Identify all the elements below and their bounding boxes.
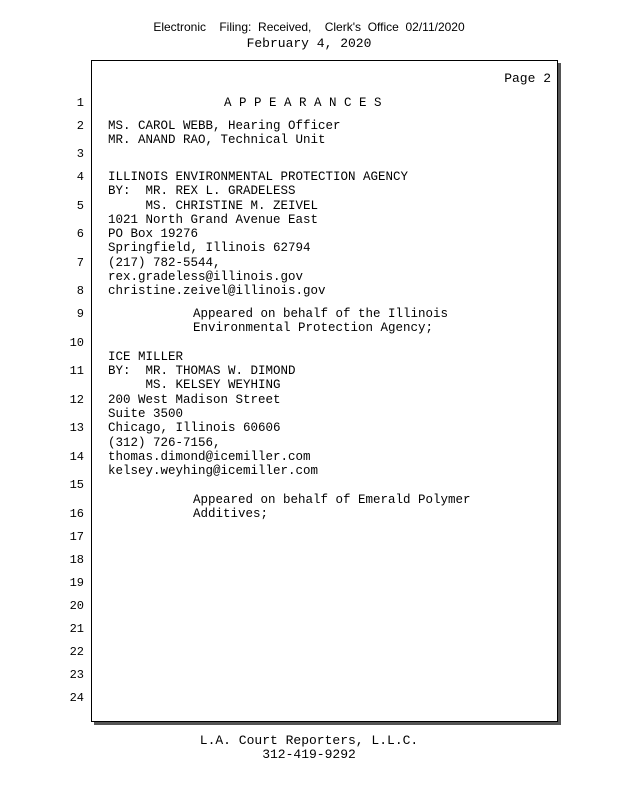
transcript-date: February 4, 2020: [246, 36, 372, 51]
line-number: 4: [76, 170, 84, 184]
icemiller-email: thomas.dimond@icemiller.com: [108, 450, 311, 464]
iepa-appearance: Environmental Protection Agency;: [193, 321, 434, 335]
icemiller-appearance: Appeared on behalf of Emerald Polymer: [193, 493, 471, 507]
line-number: 10: [69, 336, 84, 350]
iepa-appearance: Appeared on behalf of the Illinois: [193, 307, 449, 321]
appearances-title: A P P E A R A N C E S: [224, 96, 382, 110]
iepa-line: (217) 782-5544,: [108, 256, 221, 270]
icemiller-line: ICE MILLER: [108, 350, 184, 364]
line-number: 8: [76, 284, 84, 298]
icemiller-line: BY: MR. THOMAS W. DIMOND: [108, 364, 296, 378]
iepa-line: MS. CHRISTINE M. ZEIVEL: [108, 199, 319, 213]
iepa-line: 1021 North Grand Avenue East: [108, 213, 319, 227]
line-number: 6: [76, 227, 84, 241]
line-number: 3: [76, 147, 84, 161]
icemiller-appearance: Additives;: [193, 507, 269, 521]
reporter-company: L.A. Court Reporters, L.L.C.: [199, 733, 419, 748]
line-number: 21: [69, 622, 84, 636]
line-number: 24: [69, 691, 84, 705]
icemiller-email: kelsey.weyhing@icemiller.com: [108, 464, 319, 478]
icemiller-line: Suite 3500: [108, 407, 184, 421]
line-number: 2: [76, 119, 84, 133]
technical-unit: MR. ANAND RAO, Technical Unit: [108, 133, 326, 147]
icemiller-line: 200 West Madison Street: [108, 393, 281, 407]
line-number: 18: [69, 553, 84, 567]
line-number: 15: [69, 478, 84, 492]
line-number: 19: [69, 576, 84, 590]
line-number: 9: [76, 307, 84, 321]
page-number: Page 2: [504, 71, 551, 86]
line-number: 20: [69, 599, 84, 613]
iepa-line: ILLINOIS ENVIRONMENTAL PROTECTION AGENCY: [108, 170, 409, 184]
line-number: 22: [69, 645, 84, 659]
line-number: 14: [69, 450, 84, 464]
iepa-email: rex.gradeless@illinois.gov: [108, 270, 304, 284]
line-number: 23: [69, 668, 84, 682]
line-number: 17: [69, 530, 84, 544]
iepa-email: christine.zeivel@illinois.gov: [108, 284, 326, 298]
iepa-line: BY: MR. REX L. GRADELESS: [108, 184, 296, 198]
line-number: 11: [69, 364, 84, 378]
iepa-line: PO Box 19276: [108, 227, 199, 241]
line-number: 1: [76, 96, 84, 110]
hearing-officer: MS. CAROL WEBB, Hearing Officer: [108, 119, 341, 133]
icemiller-line: Chicago, Illinois 60606: [108, 421, 281, 435]
line-number: 5: [76, 199, 84, 213]
line-number: 13: [69, 421, 84, 435]
line-number: 16: [69, 507, 84, 521]
line-number: 12: [69, 393, 84, 407]
filing-stamp: Electronic Filing: Received, Clerk's Office 02/11/2020: [153, 20, 465, 34]
line-number: 7: [76, 256, 84, 270]
icemiller-line: (312) 726-7156,: [108, 436, 221, 450]
reporter-phone: 312-419-9292: [262, 747, 356, 762]
icemiller-line: MS. KELSEY WEYHING: [108, 378, 281, 392]
iepa-line: Springfield, Illinois 62794: [108, 241, 311, 255]
